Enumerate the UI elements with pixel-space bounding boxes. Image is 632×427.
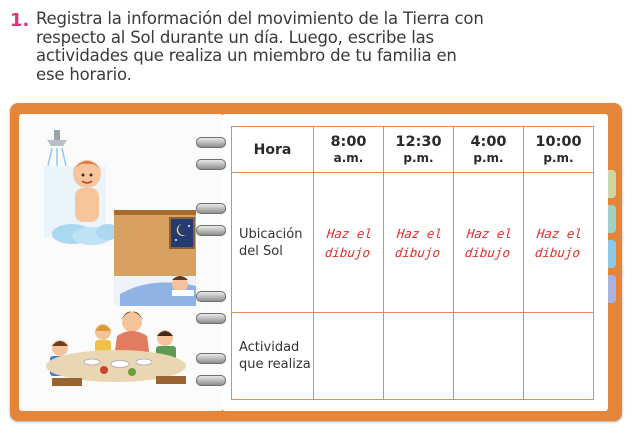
exercise-instruction: Registra la información del movimiento de la Tierra con respecto al Sol durante un día. Luego, escribe las actividades que realiza un miembro de tu familia en ese horario. xyxy=(36,9,484,84)
activity-answer-cell[interactable] xyxy=(524,313,594,400)
daily-routine-illustration xyxy=(32,126,197,394)
time-value: 10:00 xyxy=(535,134,582,150)
draw-instruction: Haz el dibujo xyxy=(464,225,513,260)
schedule-table xyxy=(231,126,594,400)
table-row-ubicacion xyxy=(232,173,594,313)
binder-rings xyxy=(196,125,228,395)
family-dinner-image xyxy=(46,312,186,386)
binder-ring xyxy=(196,225,226,236)
time-value: 12:30 xyxy=(395,134,442,150)
time-period: p.m. xyxy=(403,151,434,165)
table-header-row xyxy=(232,127,594,173)
ubicacion-del-sol-label: Ubicación del Sol xyxy=(232,173,314,313)
binder-ring xyxy=(196,291,226,302)
shower-scene-image xyxy=(44,130,120,245)
drawing-cell[interactable] xyxy=(314,173,384,313)
activity-answer-cell[interactable] xyxy=(384,313,454,400)
time-header xyxy=(524,127,594,173)
time-header xyxy=(314,127,384,173)
drawing-cell[interactable] xyxy=(384,173,454,313)
draw-instruction: Haz el dibujo xyxy=(394,225,443,260)
binder-ring xyxy=(196,137,226,148)
time-period: a.m. xyxy=(333,151,364,165)
activity-answer-cell[interactable] xyxy=(454,313,524,400)
drawing-cell[interactable] xyxy=(454,173,524,313)
exercise-number: 1. xyxy=(10,10,30,31)
binder-ring xyxy=(196,313,226,324)
time-header xyxy=(454,127,524,173)
activity-answer-cell[interactable] xyxy=(314,313,384,400)
binder-ring xyxy=(196,203,226,214)
time-period: p.m. xyxy=(543,151,574,165)
drawing-cell[interactable] xyxy=(524,173,594,313)
time-period: p.m. xyxy=(473,151,504,165)
binder-ring xyxy=(196,353,226,364)
bedroom-scene-image xyxy=(114,210,196,306)
time-header xyxy=(384,127,454,173)
hora-header: Hora xyxy=(232,127,314,173)
table-row-actividad xyxy=(232,313,594,400)
draw-instruction: Haz el dibujo xyxy=(324,225,373,260)
time-value: 8:00 xyxy=(330,134,367,150)
actividad-que-realiza-label: Actividad que realiza xyxy=(232,313,314,400)
binder-ring xyxy=(196,159,226,170)
time-value: 4:00 xyxy=(470,134,507,150)
binder-ring xyxy=(196,375,226,386)
draw-instruction: Haz el dibujo xyxy=(534,225,583,260)
